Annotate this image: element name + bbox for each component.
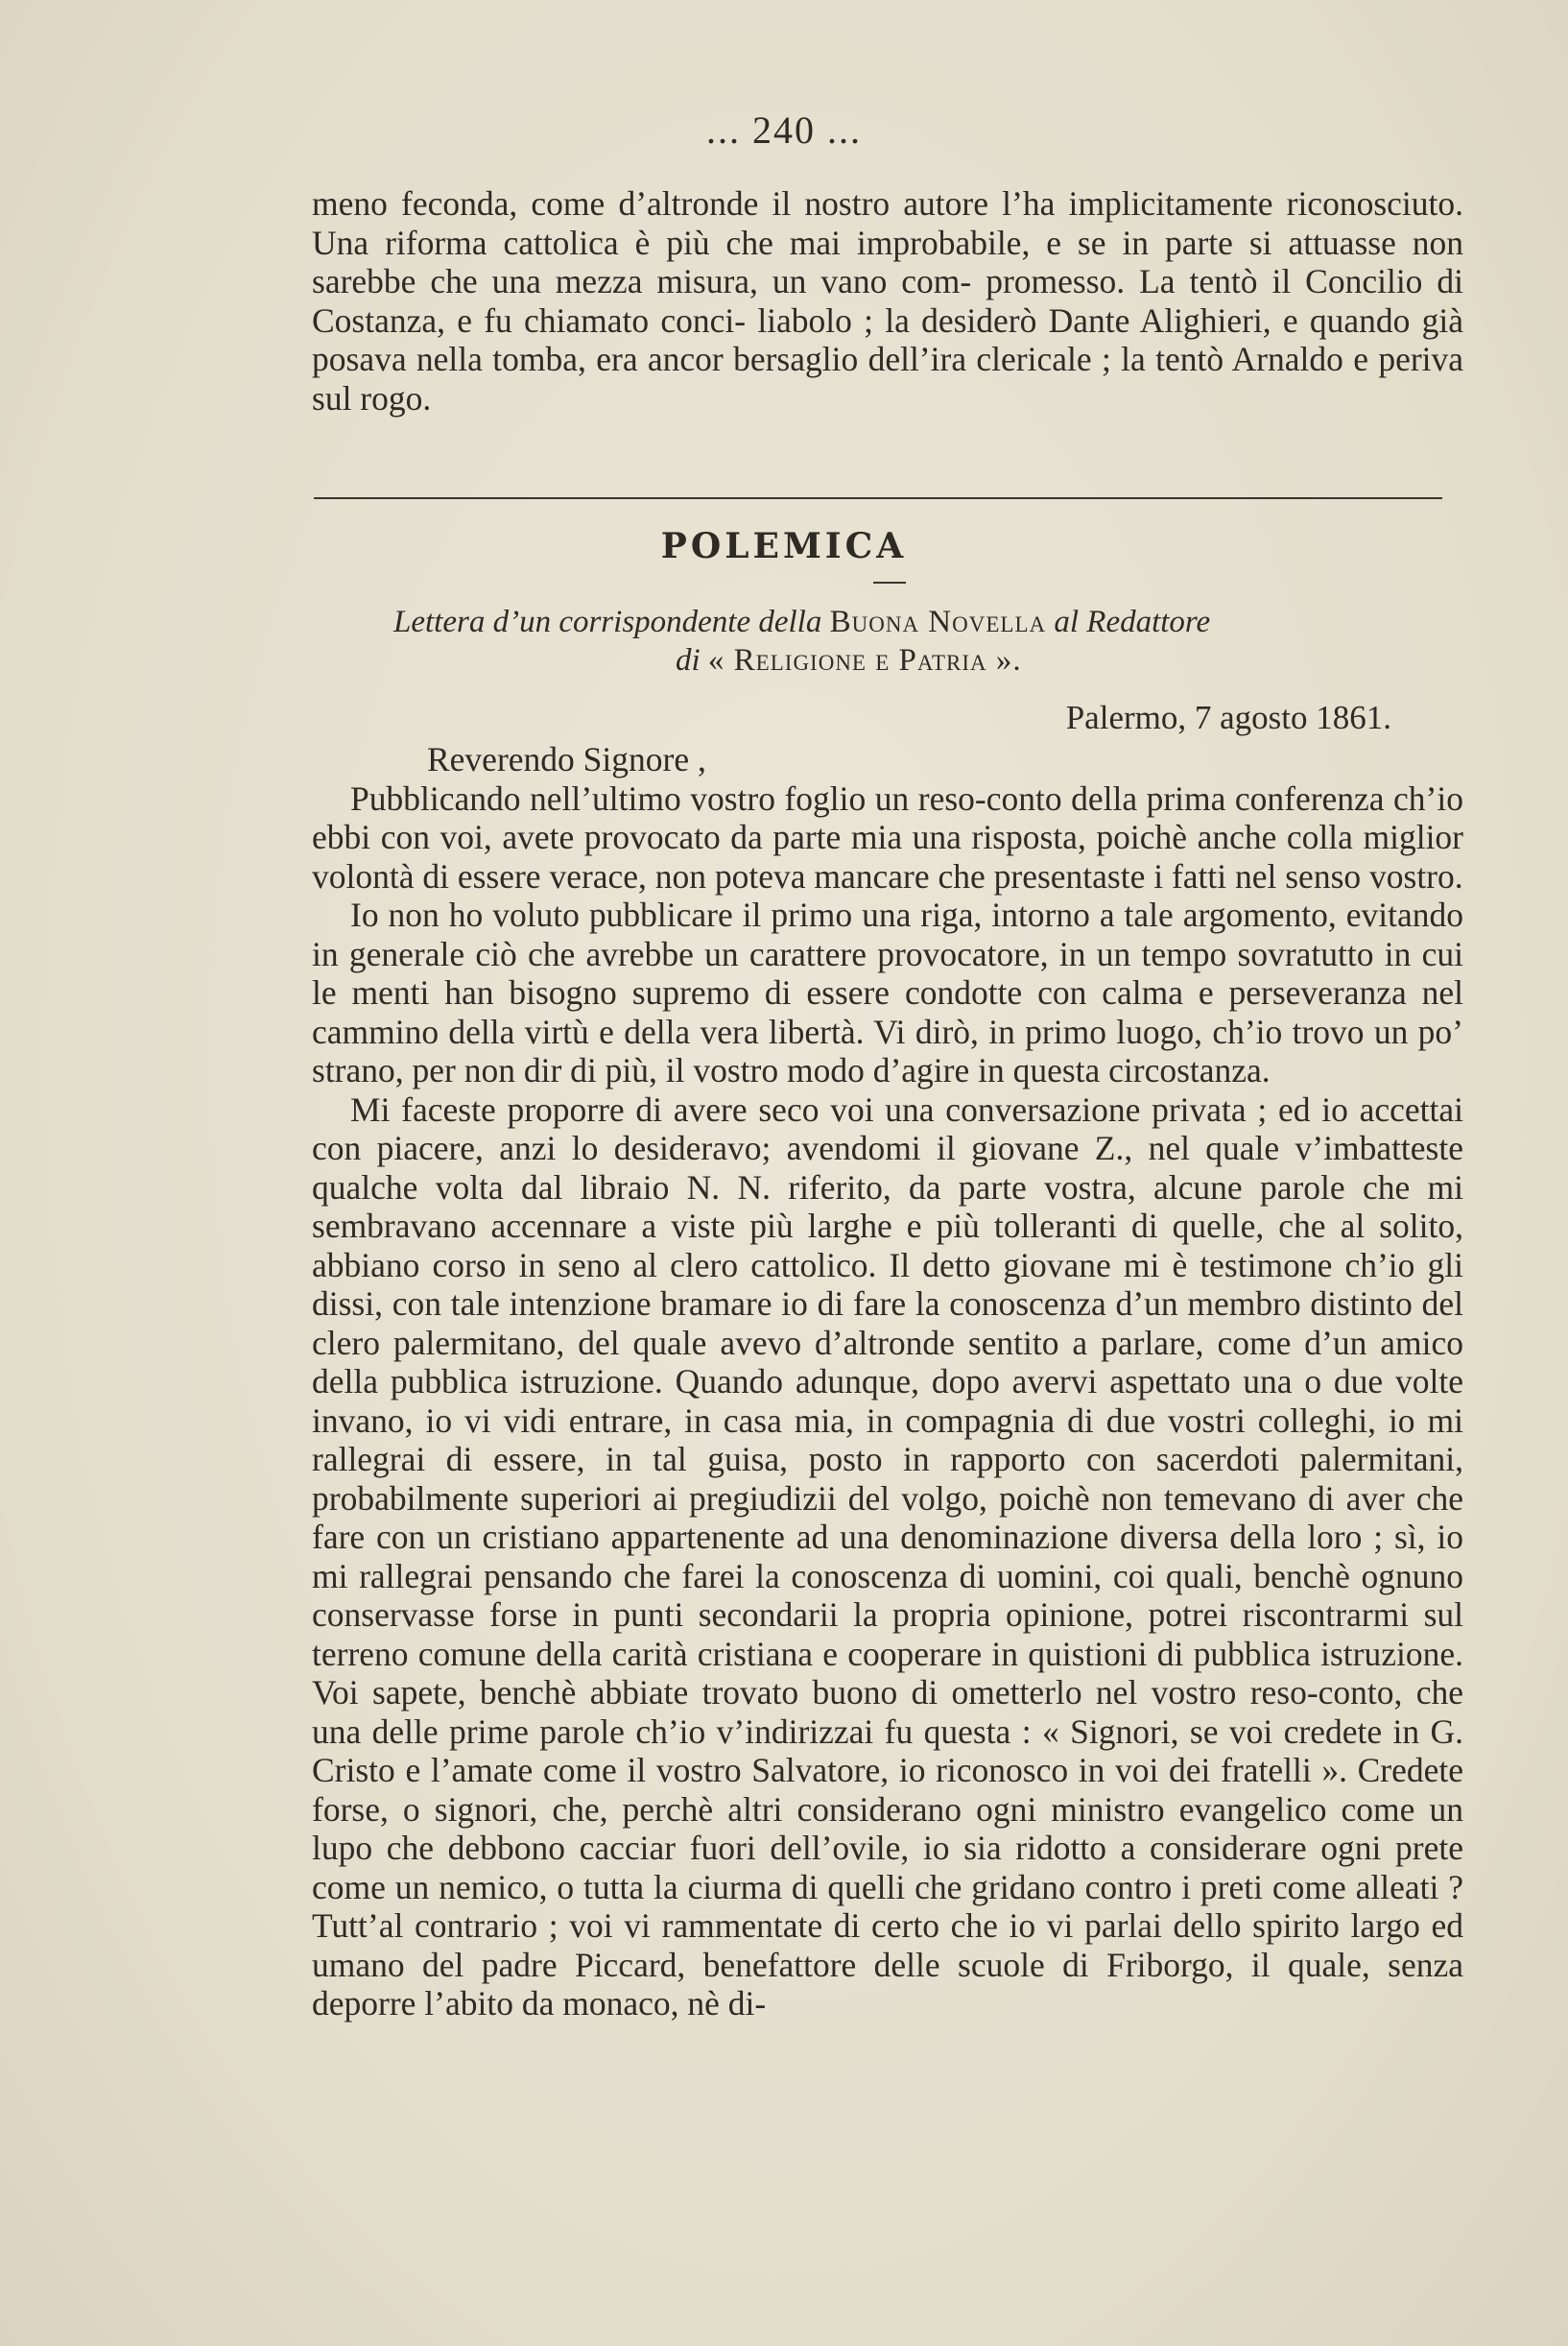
- body-paragraph: Mi faceste proporre di avere seco voi una conversazione privata ; ed io accettai con piacere, anzi lo desideravo; avendomi il giovane Z., nel quale v’imbatteste qualche volta dal libraio N. N. riferito, da parte vostra, alcune parole che mi sembravano accennare a viste più larghe e più tolleranti di quelle, che al solito, abbiano corso in seno al clero cattolico. Il detto giovane mi è testimone ch’io gli dissi, con tale intenzione bramare io di fare la conoscenza d’un membro distinto del clero palermitano, del quale avevo d’altronde sentito a parlare, come d’un amico della pubblica istruzione. Quando adunque, dopo avervi aspettato una o due volte invano, io vi vidi entrare, in casa mia, in compagnia di due vostri colleghi, io mi rallegrai di essere, in tal guisa, posto in rapporto con sacerdoti palermitani, probabilmente superiori ai pregiudizii del volgo, poichè non temevano di aver che fare con un cristiano appartenente ad una denominazione diversa della loro ; sì, io mi rallegrai pensando che farei la conoscenza di uomini, coi quali, benchè ognuno conservasse forse in punti secondarii la propria opinione, potrei riscontrarmi sul terreno comune della carità cristiana e cooperare in quistioni di pubblica istruzione. Voi sapete, benchè abbiate trovato buono di ometterlo nel vostro reso-conto, che una delle prime parole ch’io v’indirizzai fu questa : « Signori, se voi credete in G. Cristo e l’amate come il vostro Salvatore, io riconosco in voi dei fratelli ». Credete forse, o signori, che, perchè altri considerano ogni ministro evangelico come un lupo che debbono cacciar fuori dell’ovile, io sia ridotto a considerare ogni prete come un nemico, o tutta la ciurma di quelli che gridano contro i preti come alleati ? Tutt’al contrario ; voi vi rammentate di certo che io vi parlai dello spirito largo ed umano del padre Piccard, benefattore delle scuole di Friborgo, il quale, senza deporre l’abito da monaco, nè di-: [312, 1089, 1463, 2023]
- intro-line: riconosciuto. Una riforma cattolica è più che mai improbabile, e se: [312, 184, 1463, 262]
- intro-line: promesso. La tentò il Concilio di Costanza, e fu chiamato conci-: [312, 262, 1464, 340]
- intro-line: periva sul rogo.: [312, 340, 1464, 418]
- dateline: Palermo, 7 agosto 1861.: [1065, 699, 1391, 736]
- letter-body: [312, 740, 1463, 2023]
- body-paragraph: Io non ho voluto pubblicare il primo una riga, intorno a tale argomento, evitando in generale ciò che avrebbe un carattere provocatore, in un tempo sovratutto in cui le menti han bisogno supremo di essere condotte con calma e perseveranza nel cammino della virtù e della vera libertà. Vi dirò, in primo luogo, ch’io trovo un po’ strano, per non dir di più, il vostro modo d’agire in questa circostanza.: [312, 896, 1463, 1089]
- subtitle-line-2: [393, 641, 1382, 680]
- subtitle-italic-a: Lettera d’un corrispondente della: [393, 605, 822, 639]
- page-number: ... 240 ...: [706, 108, 862, 152]
- body-paragraph: Pubblicando nell’ultimo vostro foglio un reso-conto della prima conferenza ch’io ebbi con voi, avete provocato da parte mia una risposta, poichè anche colla miglior volontà di essere verace, non poteva mancare che presentaste i fatti nel senso vostro.: [312, 778, 1463, 896]
- subtitle-newspaper: Buona Novella: [829, 605, 1047, 639]
- intro-line: liabolo ; la desiderò Dante Alighieri, e quando già posava nella: [312, 300, 1463, 378]
- intro-text-block: [312, 184, 1463, 418]
- subtitle-line-1: [393, 603, 1382, 641]
- intro-line: in parte si attuasse non sarebbe che una mezza misura, un vano com-: [312, 223, 1463, 300]
- heading-dash: [873, 582, 906, 584]
- intro-paragraph: [312, 184, 1463, 418]
- subtitle-italic-b: al Redattore: [1054, 605, 1211, 639]
- intro-line: tomba, era ancor bersaglio dell’ira clericale ; la tentò Arnaldo e: [492, 340, 1368, 378]
- intro-line: meno feconda, come d’altronde il nostro autore l’ha implicitamente: [312, 184, 1273, 223]
- subtitle-italic-c: di: [676, 643, 701, 678]
- letter-subtitle: [393, 603, 1382, 680]
- section-divider: [314, 497, 1442, 499]
- section-heading: POLEMICA: [660, 526, 908, 566]
- salutation: Reverendo Signore ,: [427, 740, 706, 778]
- subtitle-journal: « Religione e Patria ».: [707, 643, 1022, 678]
